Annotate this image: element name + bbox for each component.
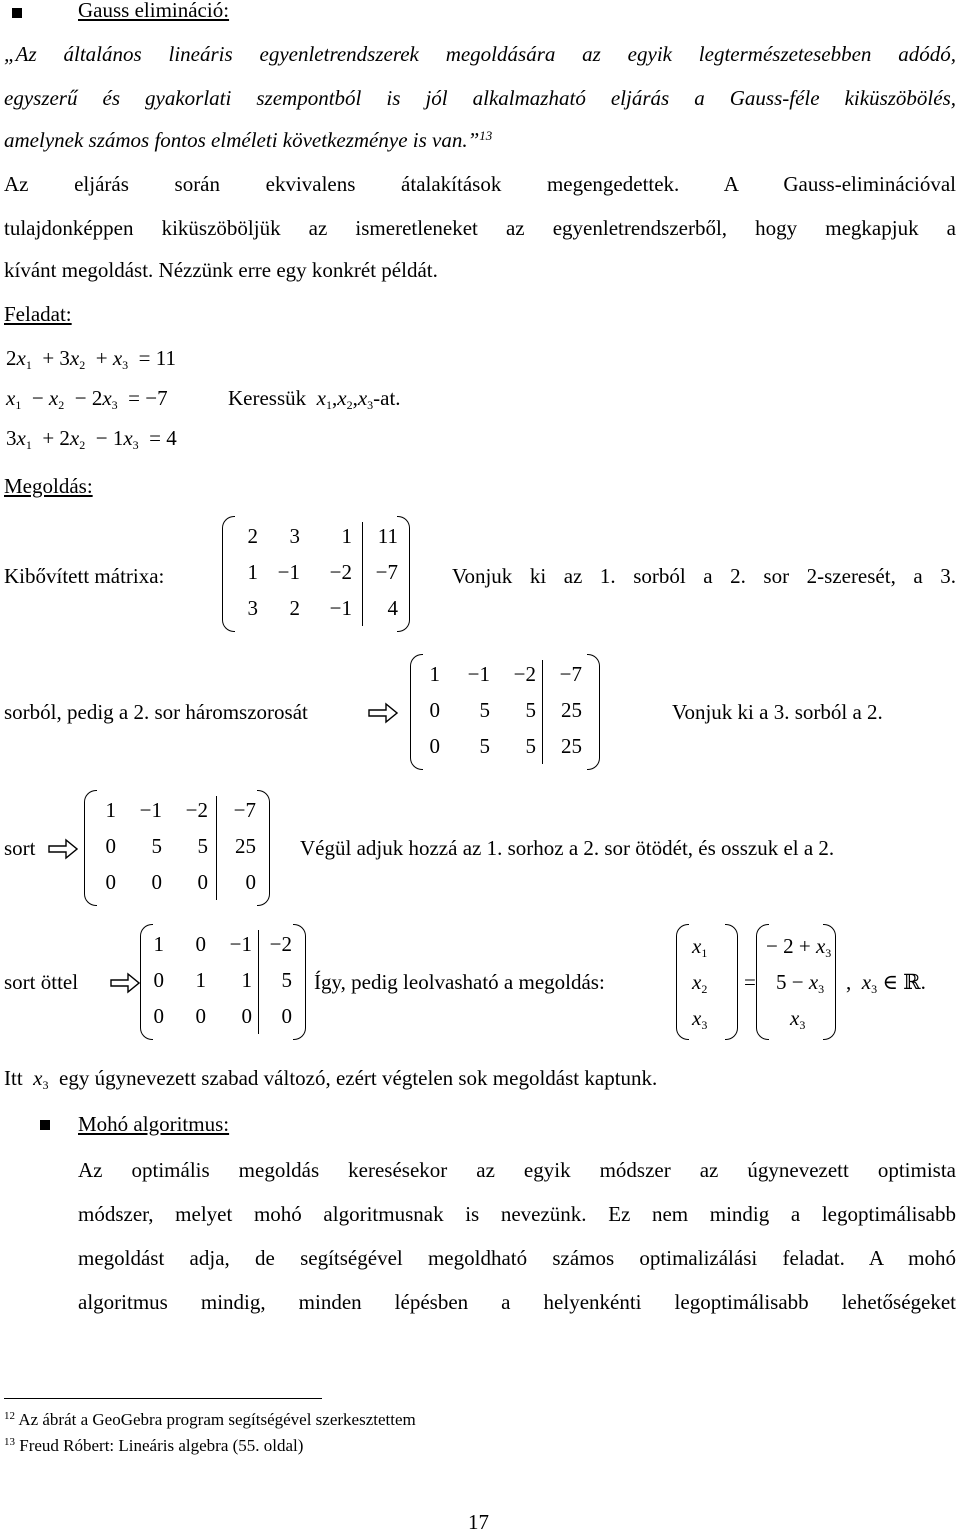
augment-bar: [258, 930, 259, 1034]
matrix-cell: 5: [151, 834, 162, 858]
matrix-cell: 5: [281, 968, 292, 992]
search-suffix: -at.: [373, 386, 401, 410]
matrix-cell: 0: [153, 1004, 164, 1028]
equation-2: $x_1 - x_2 - 2x_3 = -7$: [6, 386, 168, 412]
domain-text: , $x_3$ ∈ ℝ.: [846, 970, 926, 996]
section-title-greedy: Mohó algoritmus:: [78, 1112, 230, 1136]
matrix-cell: −1: [329, 596, 352, 620]
matrix-cell: 5: [479, 734, 490, 758]
section-title-gauss: Gauss elimináció:: [78, 0, 230, 22]
matrix-cell: −1: [277, 560, 300, 584]
right-paren: [257, 790, 270, 906]
matrix-cell: −1: [467, 662, 490, 686]
augmented-matrix: [222, 516, 410, 632]
matrix-cell: −7: [559, 662, 582, 686]
matrix-cell: 0: [429, 734, 440, 758]
free-variable-line: Itt $x_3$ egy úgynevezett szabad változó, ezért végtelen sok megoldást kaptunk.: [4, 1066, 658, 1092]
matrix-cell: −1: [229, 932, 252, 956]
bullet-icon: [12, 8, 22, 18]
matrix-cell: 5: [525, 734, 536, 758]
free-var-prefix: Itt: [4, 1066, 23, 1090]
footnote-12: [4, 1410, 416, 1430]
quote-line-1: „Az általános lineáris egyenletrendszerek megoldására az egyik legtermészetesebben adódó,: [4, 42, 956, 66]
quote-line-2: egyszerű és gyakorlati szempontból is jól alkalmazható eljárás a Gauss-féle kiküszöbölés,: [4, 86, 956, 110]
matrix-cell: −7: [233, 798, 256, 822]
matrix-cell: −2: [269, 932, 292, 956]
step3-text: Végül adjuk hozzá az 1. sorhoz a 2. sor ötödét, és osszuk el a 2.: [300, 836, 835, 860]
right-paren: [293, 924, 306, 1040]
intro-line-3: kívánt megoldást. Nézzünk erre egy konkrét példát.: [4, 258, 438, 282]
step3-prefix: sort: [4, 836, 36, 860]
matrix-cell: 5: [479, 698, 490, 722]
solution-label: Megoldás:: [4, 474, 93, 498]
rhs-row-2: $5 - x_3$: [776, 970, 825, 996]
intro-line-2: tulajdonképpen kiküszöböljük az ismeretleneket az egyenletrendszerből, hogy megkapjuk a: [4, 216, 956, 240]
free-var-text: egy úgynevezett szabad változó, ezért végtelen sok megoldást kaptunk.: [59, 1066, 658, 1090]
matrix-cell: −1: [139, 798, 162, 822]
right-paren: [587, 654, 600, 770]
augment-bar: [542, 660, 543, 764]
matrix-cell: 1: [341, 524, 352, 548]
step4-prefix: sort öttel: [4, 970, 79, 994]
equation-1: $2x_1 + 3x_2 + x_3 = 11$: [6, 346, 176, 372]
matrix-cell: −2: [185, 798, 208, 822]
left-paren: [676, 924, 689, 1040]
lhs-x3: $x_3$: [692, 1006, 708, 1032]
matrix-cell: 0: [151, 870, 162, 894]
right-paren: [397, 516, 410, 632]
matrix-cell: 3: [289, 524, 300, 548]
page-number: 17: [468, 1510, 489, 1534]
step4-text: Így, pedig leolvasható a megoldás:: [314, 970, 605, 994]
matrix-cell: 1: [429, 662, 440, 686]
matrix-step4: [140, 924, 306, 1040]
matrix-cell: 25: [235, 834, 256, 858]
matrix-cell: 25: [561, 734, 582, 758]
matrix-cell: 4: [387, 596, 398, 620]
augmented-label: Kibővített mátrixa:: [4, 564, 165, 588]
lhs-x2: $x_2$: [692, 970, 708, 996]
matrix-cell: 11: [377, 524, 398, 548]
footnote-num: 13: [4, 1436, 15, 1448]
quote-text: amelynek számos fontos elméleti következménye is van.”: [4, 128, 480, 152]
footnote-text: Az ábrát a GeoGebra program segítségével szerkesztettem: [18, 1410, 416, 1429]
task-label: Feladat:: [4, 302, 72, 326]
intro-line-1: Az eljárás során ekvivalens átalakítások megengedettek. A Gauss-eliminációval: [4, 172, 956, 196]
matrix-cell: −2: [329, 560, 352, 584]
matrix-cell: −7: [375, 560, 398, 584]
matrix-cell: 2: [247, 524, 258, 548]
lhs-x1: $x_1$: [692, 934, 708, 960]
matrix-cell: 1: [247, 560, 258, 584]
matrix-cell: 1: [105, 798, 116, 822]
footnote-13: [4, 1436, 303, 1456]
matrix-cell: 1: [153, 932, 164, 956]
matrix-cell: 0: [105, 834, 116, 858]
matrix-cell: 0: [197, 870, 208, 894]
matrix-cell: 3: [247, 596, 258, 620]
matrix-cell: 25: [561, 698, 582, 722]
greedy-line-2: módszer, melyet mohó algoritmusnak is nevezünk. Ez nem mindig a legoptimálisabb: [78, 1202, 956, 1226]
quote-line-3: [4, 128, 492, 153]
right-paren: [725, 924, 738, 1040]
matrix-cell: 0: [429, 698, 440, 722]
footnote-ref-13[interactable]: 13: [479, 128, 493, 143]
step1-text: Vonjuk ki az 1. sorból a 2. sor 2-szeresét, a 3.: [452, 564, 956, 588]
rhs-vector: [756, 924, 836, 1040]
matrix-cell: 5: [197, 834, 208, 858]
search-text: Keressük $x_1,x_2,x_3-at$.: [228, 386, 401, 412]
rhs-row-1: − $2 + x_3$: [766, 934, 832, 960]
footnote-num: 12: [4, 1410, 15, 1422]
lhs-vector: [676, 924, 738, 1040]
footnote-separator: [4, 1398, 322, 1399]
augment-bar: [362, 522, 363, 626]
matrix-cell: 0: [281, 1004, 292, 1028]
matrix-cell: 0: [153, 968, 164, 992]
augment-bar: [216, 796, 217, 900]
implies-arrow-icon: [368, 702, 398, 724]
matrix-cell: 2: [289, 596, 300, 620]
step2-text: Vonjuk ki a 3. sorból a 2.: [672, 700, 883, 724]
equals-sign: =: [744, 970, 756, 994]
matrix-cell: 1: [195, 968, 206, 992]
rhs-row-3: $x_3$: [790, 1006, 806, 1032]
matrix-step2: [410, 654, 600, 770]
greedy-line-4: algoritmus mindig, minden lépésben a helyenkénti legoptimálisabb lehetőségeket: [78, 1290, 956, 1314]
matrix-cell: 0: [245, 870, 256, 894]
greedy-line-1: Az optimális megoldás keresésekor az egyik módszer az úgynevezett optimista: [78, 1158, 956, 1182]
matrix-cell: −2: [513, 662, 536, 686]
matrix-step3: [84, 790, 270, 906]
matrix-cell: 5: [525, 698, 536, 722]
footnote-text: Freud Róbert: Lineáris algebra (55. oldal): [19, 1436, 304, 1455]
step2-prefix: sorból, pedig a 2. sor háromszorosát: [4, 700, 308, 724]
matrix-cell: 0: [195, 932, 206, 956]
equation-3: $3x_1 + 2x_2 - 1x_3 = 4$: [6, 426, 177, 452]
greedy-line-3: megoldást adja, de segítségével megoldható számos optimalizálási feladat. A mohó: [78, 1246, 956, 1270]
matrix-cell: 0: [105, 870, 116, 894]
implies-arrow-icon: [48, 838, 78, 860]
matrix-cell: 0: [241, 1004, 252, 1028]
bullet-icon: [40, 1120, 50, 1130]
matrix-cell: 0: [195, 1004, 206, 1028]
search-label: Keressük: [228, 386, 307, 410]
matrix-cell: 1: [241, 968, 252, 992]
